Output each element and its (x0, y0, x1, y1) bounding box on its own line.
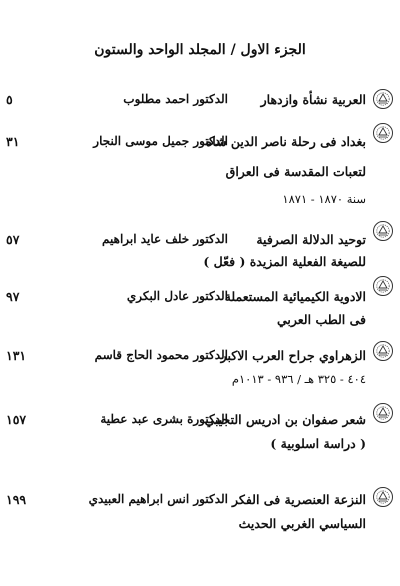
entry-page-number: ١٩٩ (6, 492, 27, 507)
entry-title-line: الزهراوي جراح العرب الاكبر (220, 348, 366, 363)
entry-title-line: فى الطب العربي (276, 312, 366, 327)
entry-author: الدكتور محمود الحاج قاسم (94, 348, 228, 362)
entry-author: الدكتور انس ابراهيم العبيدي (88, 492, 228, 506)
entry-title-line: سنة ١٨٧٠ - ١٨٧١ (282, 192, 366, 206)
entry-title-line: بغداد فى رحلة ناصر الدين شاه (205, 134, 366, 149)
page-title: الجزء الاول / المجلد الواحد والستون (94, 42, 306, 58)
entry-title-line: للصيغة الفعلية المزيدة ( فعّل ) (203, 254, 366, 269)
entry-page-number: ١٣١ (6, 348, 27, 363)
contents-entry (0, 275, 400, 345)
entry-author: الدكتورة بشرى عبد عطية (100, 412, 228, 426)
entry-page-number: ٣١ (6, 134, 20, 149)
academy-emblem-icon (372, 220, 394, 242)
entry-author: الدكتور عادل البكري (126, 289, 228, 303)
contents-entry (0, 122, 400, 212)
entry-title-line: ( دراسة اسلوبية ) (270, 436, 366, 451)
academy-emblem-icon (372, 402, 394, 424)
entry-page-number: ٥٧ (6, 232, 20, 247)
entry-title-line: العربية نشأة وازدهار (260, 92, 366, 107)
entry-title-line: توحيد الدلالة الصرفية (256, 232, 366, 247)
entry-page-number: ٥ (6, 92, 13, 107)
entry-title-line: شعر صفوان بن ادريس التجيبي (204, 412, 366, 427)
entry-author: الدكتور خلف عايد ابراهيم (102, 232, 228, 246)
entry-title-line: لتعبات المقدسة فى العراق (225, 164, 366, 179)
entry-title-line: ٤٠٤ - ٣٢٥ هـ / ٩٣٦ - ١٠١٣م (231, 372, 366, 386)
academy-emblem-icon (372, 340, 394, 362)
entry-author: الدكتور جميل موسى النجار (93, 134, 228, 148)
entry-title-line: النزعة العنصرية فى الفكر (232, 492, 366, 507)
entry-page-number: ٩٧ (6, 289, 20, 304)
contents-entry (0, 402, 400, 472)
academy-emblem-icon (372, 275, 394, 297)
academy-emblem-icon (372, 122, 394, 144)
entry-title-line: السياسي الغربي الحديث (238, 516, 366, 531)
contents-entry (0, 486, 400, 556)
entry-author: الدكتور احمد مطلوب (123, 92, 228, 106)
entry-title-line: الادوية الكيميائية المستعملة (224, 289, 366, 304)
contents-entry (0, 340, 400, 410)
entry-page-number: ١٥٧ (6, 412, 27, 427)
academy-emblem-icon (372, 486, 394, 508)
academy-emblem-icon (372, 88, 394, 110)
